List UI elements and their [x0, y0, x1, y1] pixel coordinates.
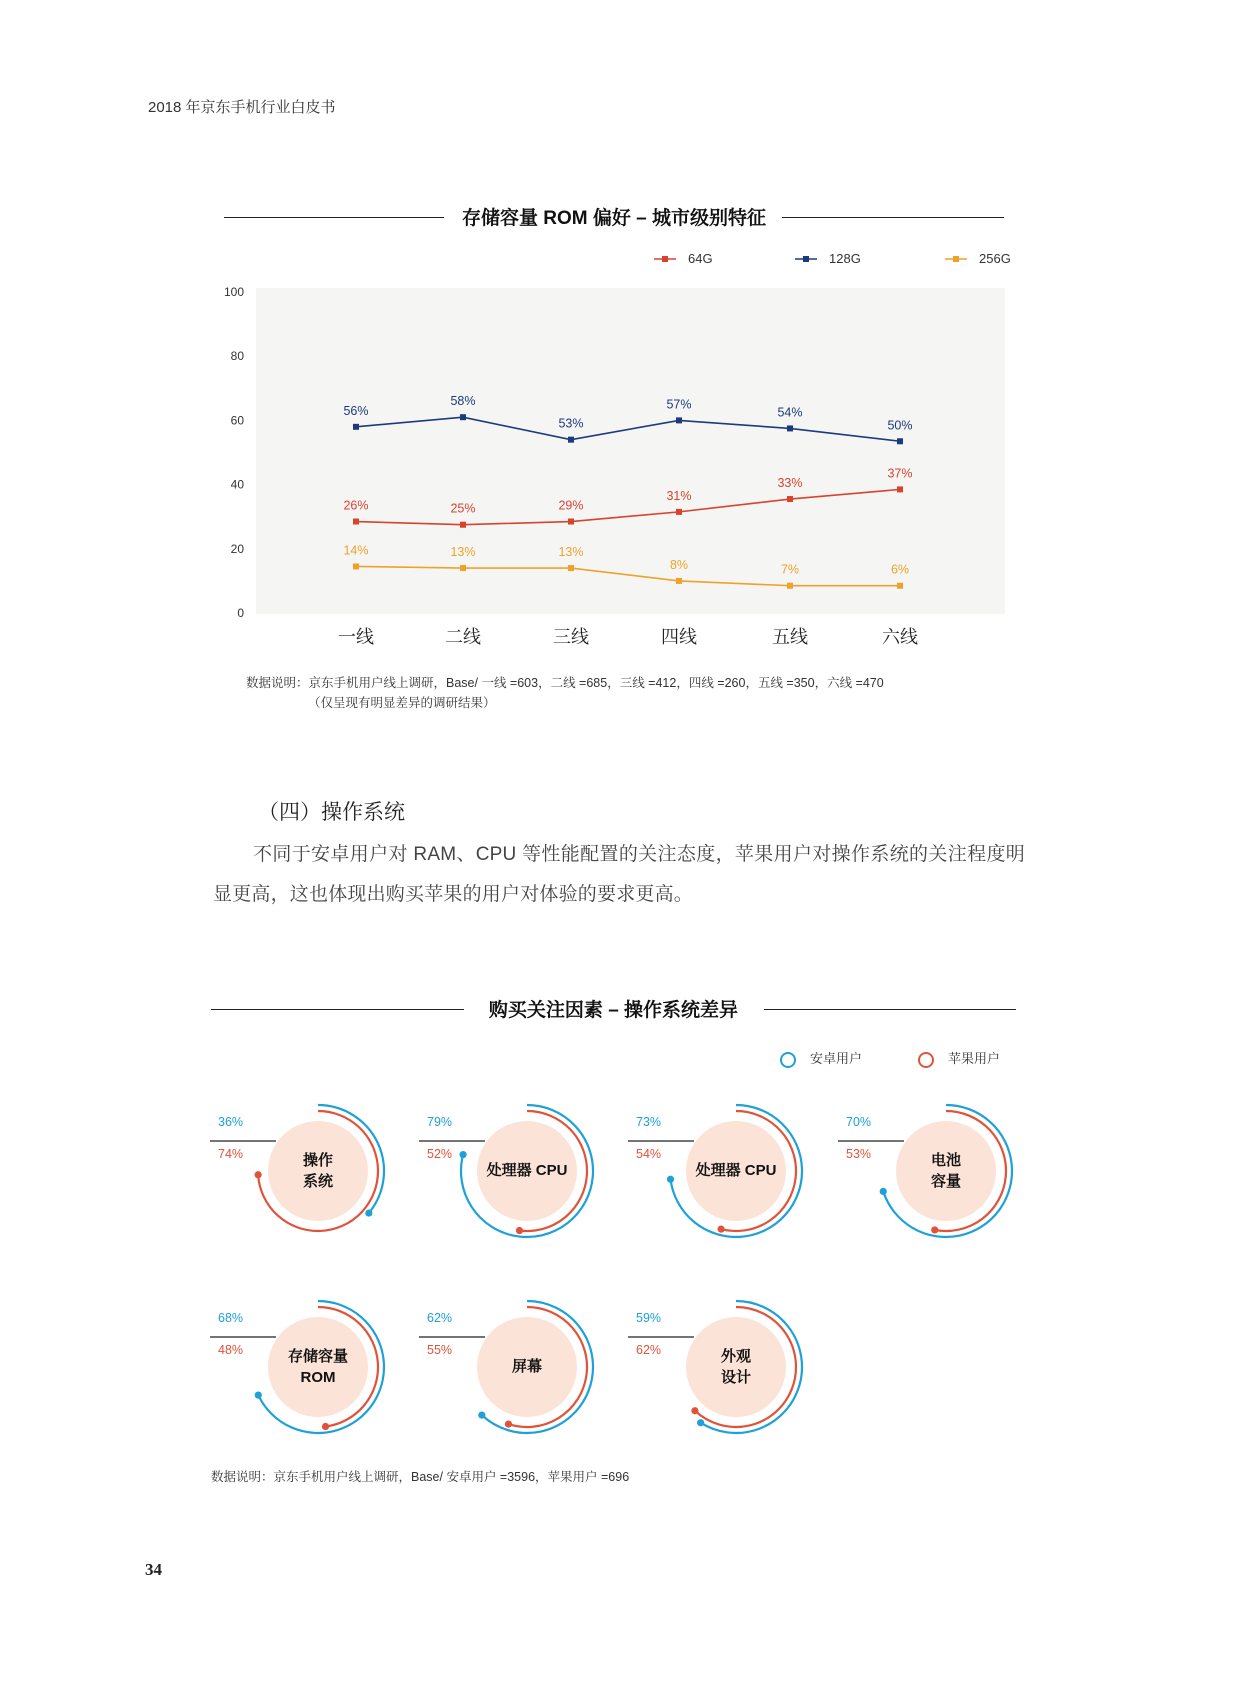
data-label: 26% [343, 498, 369, 513]
data-point [897, 583, 903, 589]
data-label: 33% [777, 476, 803, 491]
data-point [787, 425, 793, 431]
ring-icon [918, 1052, 934, 1068]
data-label: 29% [558, 498, 584, 513]
factor-card [419, 1293, 619, 1443]
y-tick-label: 0 [237, 606, 244, 620]
factor-label-line1: 屏幕 [511, 1358, 542, 1375]
legend-marker [953, 256, 959, 262]
apple-percent: 53% [846, 1147, 872, 1161]
apple-arc-end [505, 1420, 512, 1427]
data-label: 6% [890, 562, 910, 577]
chart1-title: 存储容量 ROM 偏好 – 城市级别特征 [461, 208, 766, 229]
x-tick-label: 二线 [445, 627, 481, 648]
data-point [568, 437, 574, 443]
legend-label: 128G [829, 251, 861, 266]
x-tick-label: 五线 [772, 627, 808, 648]
y-tick-label: 40 [230, 477, 244, 492]
apple-arc-end [516, 1227, 523, 1234]
apple-arc-end [255, 1171, 262, 1178]
factor-label-line1: 处理器 CPU [695, 1162, 777, 1179]
running-header: 2018 年京东手机行业白皮书 [148, 99, 336, 116]
y-tick-label: 60 [230, 413, 244, 428]
title-rule-right [764, 1009, 1016, 1010]
factor-label-line1: 外观 [720, 1348, 751, 1365]
legend-label: 256G [979, 251, 1011, 266]
chart2-note: 数据说明：京东手机用户线上调研，Base/ 安卓用户 =3596，苹果用户 =696 [211, 1470, 630, 1484]
factor-label-line1: 电池 [930, 1152, 961, 1169]
data-point [676, 417, 682, 423]
y-tick-label: 100 [223, 285, 244, 299]
data-label: 54% [777, 405, 803, 420]
factor-label-line2: ROM [300, 1369, 336, 1386]
factor-label-line2: 系统 [302, 1173, 333, 1190]
android-arc-end [667, 1176, 674, 1183]
apple-percent: 52% [427, 1147, 453, 1161]
y-tick-label: 80 [230, 349, 244, 364]
android-arc-end [255, 1392, 262, 1399]
data-point [897, 486, 903, 492]
factor-card [838, 1097, 1038, 1247]
data-point [460, 522, 466, 528]
chart2-title-bar [211, 995, 1016, 1025]
data-label: 25% [450, 501, 476, 516]
factor-label-line2: 设计 [720, 1369, 751, 1386]
legend-entry-64G [654, 251, 713, 266]
factor-label [891, 1150, 1001, 1192]
apple-arc-end [717, 1226, 724, 1233]
page-number: 34 [145, 1560, 162, 1579]
legend-label: 64G [688, 251, 713, 266]
factor-label [681, 1160, 791, 1181]
android-arc-end [459, 1151, 466, 1158]
android-percent: 68% [218, 1311, 244, 1325]
data-label: 13% [450, 545, 476, 560]
android-percent: 36% [218, 1115, 244, 1129]
data-label: 56% [343, 403, 369, 418]
title-rule-right [782, 217, 1004, 218]
android-percent: 79% [427, 1115, 453, 1129]
data-point [460, 414, 466, 420]
factor-label-line2: 容量 [930, 1173, 961, 1190]
factor-card [210, 1097, 410, 1247]
android-percent: 73% [636, 1115, 662, 1129]
x-tick-label: 四线 [661, 627, 697, 648]
apple-arc-end [931, 1226, 938, 1233]
data-label: 31% [666, 488, 692, 503]
factor-label [472, 1356, 582, 1377]
factor-label-line1: 操作 [302, 1152, 333, 1169]
data-point [460, 565, 466, 571]
body-paragraph: 不同于安卓用户对 RAM、CPU 等性能配置的关注态度，苹果用户对操作系统的关注程度明显更高，这也体现出购买苹果的用户对体验的要求更高。 [213, 844, 1025, 905]
data-point [676, 509, 682, 515]
factor-label [681, 1346, 791, 1388]
android-percent: 70% [846, 1115, 872, 1129]
legend-marker [803, 256, 809, 262]
data-label: 50% [887, 418, 913, 433]
data-point [353, 563, 359, 569]
factor-card [210, 1293, 410, 1443]
data-label: 57% [666, 397, 692, 412]
data-label: 8% [669, 557, 689, 572]
data-label: 14% [343, 543, 369, 558]
apple-percent: 54% [636, 1147, 662, 1161]
legend-android-label: 安卓用户 [810, 1051, 863, 1066]
line-chart [210, 240, 1020, 650]
chart2-title: 购买关注因素 – 操作系统差异 [488, 1000, 739, 1021]
android-arc-end [365, 1209, 372, 1216]
apple-arc-end [322, 1423, 329, 1430]
data-point [568, 565, 574, 571]
chart1-note [246, 673, 1046, 713]
x-tick-label: 六线 [882, 627, 918, 648]
data-point [787, 583, 793, 589]
factor-label-line1: 存储容量 [287, 1348, 348, 1365]
factor-card [628, 1097, 828, 1247]
data-point [676, 578, 682, 584]
ring-icon [780, 1052, 796, 1068]
factor-card [628, 1293, 828, 1443]
chart1-note-line1: 数据说明：京东手机用户线上调研，Base/ 一线 =603，二线 =685，三线 =412，四线 =260，五线 =350，六线 =470 [246, 676, 884, 690]
data-label: 7% [780, 562, 800, 577]
apple-percent: 48% [218, 1343, 244, 1357]
x-tick-label: 一线 [338, 627, 374, 648]
android-percent: 59% [636, 1311, 662, 1325]
legend-apple [918, 1048, 1000, 1068]
data-label: 58% [450, 394, 476, 409]
apple-percent: 62% [636, 1343, 662, 1357]
chart1-note-line2: （仅呈现有明显差异的调研结果） [308, 696, 496, 710]
y-tick-label: 20 [230, 541, 244, 556]
data-label: 53% [558, 416, 584, 431]
apple-percent: 74% [218, 1147, 244, 1161]
android-arc-end [880, 1188, 887, 1195]
factor-card [419, 1097, 619, 1247]
apple-arc-end [691, 1407, 698, 1414]
factor-label [263, 1346, 373, 1388]
android-percent: 62% [427, 1311, 453, 1325]
x-tick-label: 三线 [553, 627, 589, 648]
data-point [568, 519, 574, 525]
factor-label-line1: 处理器 CPU [486, 1162, 568, 1179]
android-arc-end [478, 1412, 485, 1419]
legend-marker [662, 256, 668, 262]
factor-label [263, 1150, 373, 1192]
apple-percent: 55% [427, 1343, 453, 1357]
data-label: 37% [887, 466, 913, 481]
data-point [353, 424, 359, 430]
legend-apple-label: 苹果用户 [948, 1051, 1001, 1066]
data-label: 13% [558, 545, 584, 560]
legend-entry-128G [795, 251, 861, 266]
data-point [897, 438, 903, 444]
data-point [353, 519, 359, 525]
android-arc-end [697, 1419, 704, 1426]
legend-entry-256G [945, 251, 1011, 266]
chart1-title-bar [224, 203, 1004, 233]
factor-label [472, 1160, 582, 1181]
section-heading: （四）操作系统 [258, 801, 405, 824]
data-point [787, 496, 793, 502]
legend-android [780, 1048, 862, 1068]
